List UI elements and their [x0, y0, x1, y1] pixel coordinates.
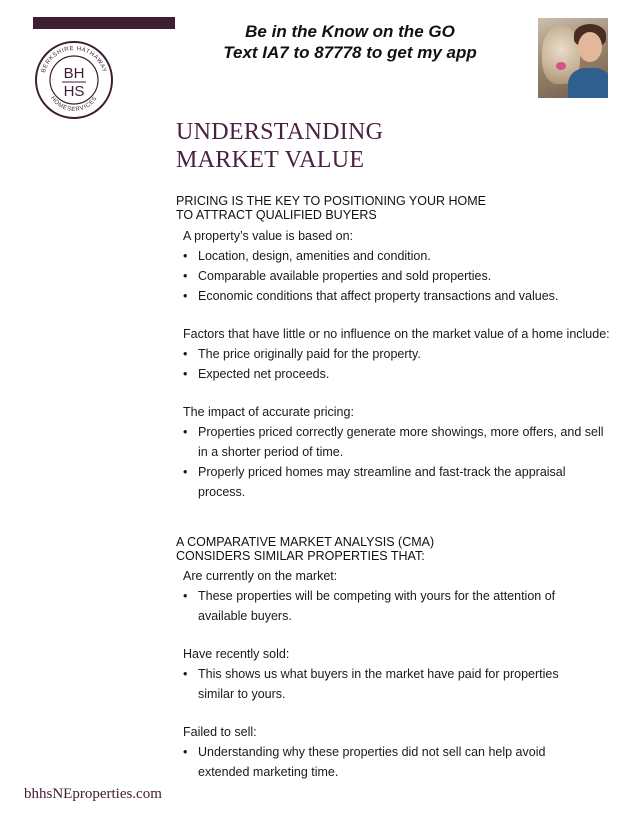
title-line-2: MARKET VALUE	[176, 147, 365, 173]
section-2-heading	[176, 535, 434, 563]
section-2-heading-line-2: CONSIDERS SIMILAR PROPERTIES THAT:	[176, 549, 425, 563]
list-item-continued: extended marketing time.	[198, 765, 339, 779]
intro-recently-sold: Have recently sold:	[183, 647, 290, 661]
title-line-1: UNDERSTANDING	[176, 119, 384, 145]
list-item: • These properties will be competing with yours for the attention of	[183, 586, 559, 606]
page-title	[176, 118, 383, 174]
list-item-continued: available buyers.	[198, 609, 292, 623]
list-item: • Expected net proceeds.	[183, 364, 610, 384]
list-item-continued: process.	[198, 485, 246, 499]
list-item: • This shows us what buyers in the market have paid for properties	[183, 664, 559, 684]
list-item: • Economic conditions that affect property transactions and values.	[183, 286, 610, 306]
logo-ring-top-text: BERKSHIRE HATHAWAY	[40, 45, 108, 74]
section-1-heading-line-2: TO ATTRACT QUALIFIED BUYERS	[176, 208, 377, 222]
header-accent-bar	[33, 17, 175, 29]
intro-factors: Factors that have little or no influence on the market value of a home include:	[183, 327, 610, 341]
promo-line-1: Be in the Know on the GO	[245, 22, 455, 41]
intro-value-based-on: A property’s value is based on:	[183, 229, 354, 243]
agent-photo	[538, 18, 608, 98]
section-2-body	[183, 566, 559, 782]
list-item: • Properties priced correctly generate more showings, more offers, and sell	[183, 422, 610, 442]
app-promo	[180, 21, 520, 63]
intro-on-market: Are currently on the market:	[183, 569, 338, 583]
list-item: • Understanding why these properties did not sell can help avoid	[183, 742, 559, 762]
logo-monogram-top: BH	[63, 65, 85, 82]
list-item-continued: similar to yours.	[198, 687, 286, 701]
section-1-heading-line-1: PRICING IS THE KEY TO POSITIONING YOUR HOME	[176, 194, 487, 208]
intro-impact: The impact of accurate pricing:	[183, 405, 354, 419]
list-item: • Comparable available properties and sold properties.	[183, 266, 610, 286]
bhhs-logo	[34, 40, 114, 120]
promo-line-2: Text IA7 to 87778 to get my app	[223, 43, 477, 62]
list-item: • The price originally paid for the property.	[183, 344, 610, 364]
footer-website-link[interactable]: bhhsNEproperties.com	[24, 786, 162, 802]
list-item: • Properly priced homes may streamline and fast-track the appraisal	[183, 462, 610, 482]
list-item: • Location, design, amenities and condition.	[183, 246, 610, 266]
logo-ring-bottom-text: HOMESERVICES	[49, 95, 99, 114]
section-1-heading	[176, 194, 486, 222]
section-2-heading-line-1: A COMPARATIVE MARKET ANALYSIS (CMA)	[176, 535, 435, 549]
logo-monogram-bottom: HS	[63, 83, 85, 100]
section-1-body	[183, 226, 610, 502]
intro-failed-to-sell: Failed to sell:	[183, 725, 257, 739]
list-item-continued: in a shorter period of time.	[198, 445, 344, 459]
